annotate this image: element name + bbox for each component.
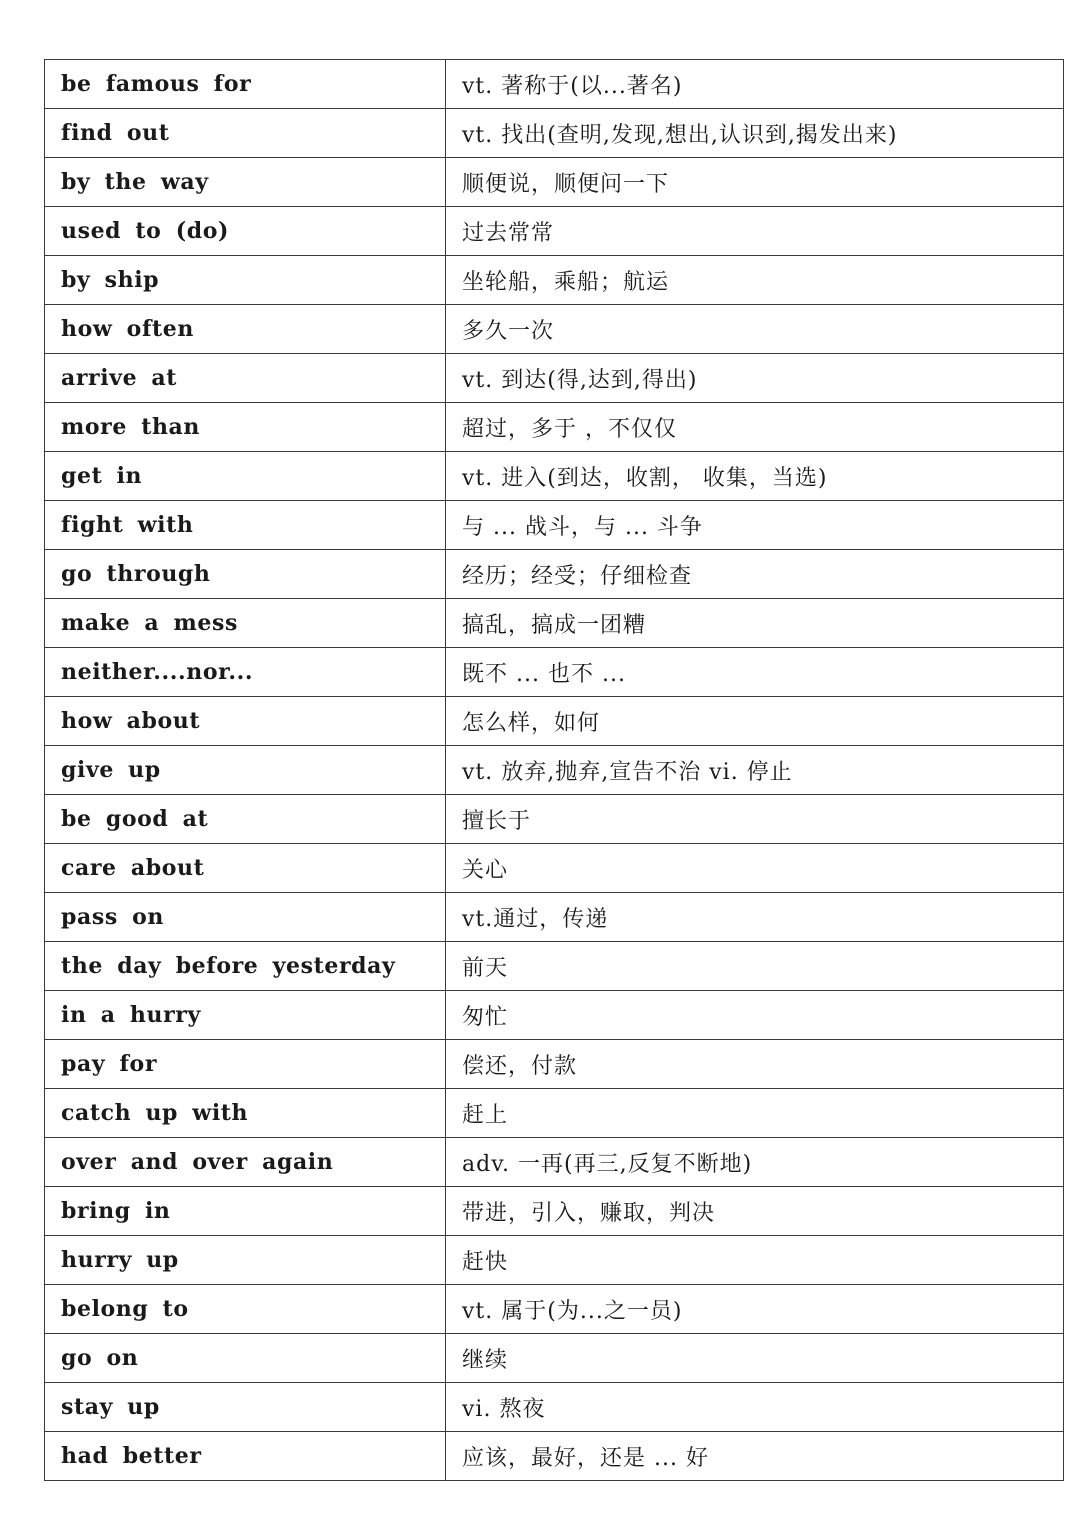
phrase-cell: stay up [45,1383,446,1432]
phrase-cell: catch up with [45,1089,446,1138]
table-row [45,746,1064,795]
table-row [45,354,1064,403]
vocabulary-sheet [44,59,1063,1481]
meaning-cell: 应该，最好，还是 ... 好 [446,1432,1064,1481]
phrase-cell: had better [45,1432,446,1481]
table-row [45,403,1064,452]
table-row [45,1089,1064,1138]
phrase-table-body [45,60,1064,1481]
table-row [45,109,1064,158]
phrase-cell: by the way [45,158,446,207]
table-row [45,697,1064,746]
phrase-cell: give up [45,746,446,795]
meaning-cell: 超过，多于 ，不仅仅 [446,403,1064,452]
phrase-cell: arrive at [45,354,446,403]
phrase-cell: pay for [45,1040,446,1089]
phrase-cell: go through [45,550,446,599]
phrase-cell: be good at [45,795,446,844]
table-row [45,942,1064,991]
meaning-cell: vt. 找出(查明,发现,想出,认识到,揭发出来) [446,109,1064,158]
meaning-cell: 与 ... 战斗，与 ... 斗争 [446,501,1064,550]
phrase-cell: how about [45,697,446,746]
meaning-cell: 继续 [446,1334,1064,1383]
meaning-cell: 关心 [446,844,1064,893]
table-row [45,1138,1064,1187]
table-row [45,550,1064,599]
phrase-cell: care about [45,844,446,893]
table-row [45,1334,1064,1383]
phrase-cell: over and over again [45,1138,446,1187]
meaning-cell: adv. 一再(再三,反复不断地) [446,1138,1064,1187]
meaning-cell: 带进，引入，赚取，判决 [446,1187,1064,1236]
meaning-cell: 偿还，付款 [446,1040,1064,1089]
table-row [45,991,1064,1040]
phrase-cell: used to (do) [45,207,446,256]
phrase-cell: by ship [45,256,446,305]
meaning-cell: 坐轮船，乘船；航运 [446,256,1064,305]
meaning-cell: 赶快 [446,1236,1064,1285]
phrase-cell: how often [45,305,446,354]
phrase-cell: go on [45,1334,446,1383]
table-row [45,1040,1064,1089]
meaning-cell: 匆忙 [446,991,1064,1040]
phrase-cell: make a mess [45,599,446,648]
table-row [45,158,1064,207]
meaning-cell: vt.通过，传递 [446,893,1064,942]
meaning-cell: vt. 著称于(以...著名) [446,60,1064,109]
phrase-cell: more than [45,403,446,452]
phrase-cell: belong to [45,1285,446,1334]
meaning-cell: 多久一次 [446,305,1064,354]
table-row [45,893,1064,942]
meaning-cell: vt. 属于(为...之一员) [446,1285,1064,1334]
meaning-cell: vt. 到达(得,达到,得出) [446,354,1064,403]
meaning-cell: 既不 ... 也不 ... [446,648,1064,697]
table-row [45,795,1064,844]
phrase-cell: hurry up [45,1236,446,1285]
meaning-cell: 搞乱，搞成一团糟 [446,599,1064,648]
meaning-cell: vt. 进入(到达，收割， 收集，当选) [446,452,1064,501]
table-row [45,1383,1064,1432]
table-row [45,648,1064,697]
phrase-cell: fight with [45,501,446,550]
table-row [45,1285,1064,1334]
table-row [45,207,1064,256]
phrase-cell: find out [45,109,446,158]
table-row [45,1236,1064,1285]
phrase-cell: pass on [45,893,446,942]
meaning-cell: 前天 [446,942,1064,991]
table-row [45,305,1064,354]
table-row [45,501,1064,550]
meaning-cell: vi. 熬夜 [446,1383,1064,1432]
table-row [45,599,1064,648]
phrase-cell: the day before yesterday [45,942,446,991]
phrase-cell: get in [45,452,446,501]
table-row [45,60,1064,109]
phrase-cell: be famous for [45,60,446,109]
table-row [45,452,1064,501]
phrase-cell: bring in [45,1187,446,1236]
table-row [45,1432,1064,1481]
meaning-cell: 过去常常 [446,207,1064,256]
meaning-cell: 赶上 [446,1089,1064,1138]
table-row [45,844,1064,893]
table-row [45,1187,1064,1236]
phrase-cell: neither....nor... [45,648,446,697]
meaning-cell: 擅长于 [446,795,1064,844]
phrase-table [44,59,1064,1481]
meaning-cell: 顺便说，顺便问一下 [446,158,1064,207]
meaning-cell: 怎么样，如何 [446,697,1064,746]
table-row [45,256,1064,305]
meaning-cell: 经历；经受；仔细检查 [446,550,1064,599]
meaning-cell: vt. 放弃,抛弃,宣告不治 vi. 停止 [446,746,1064,795]
phrase-cell: in a hurry [45,991,446,1040]
